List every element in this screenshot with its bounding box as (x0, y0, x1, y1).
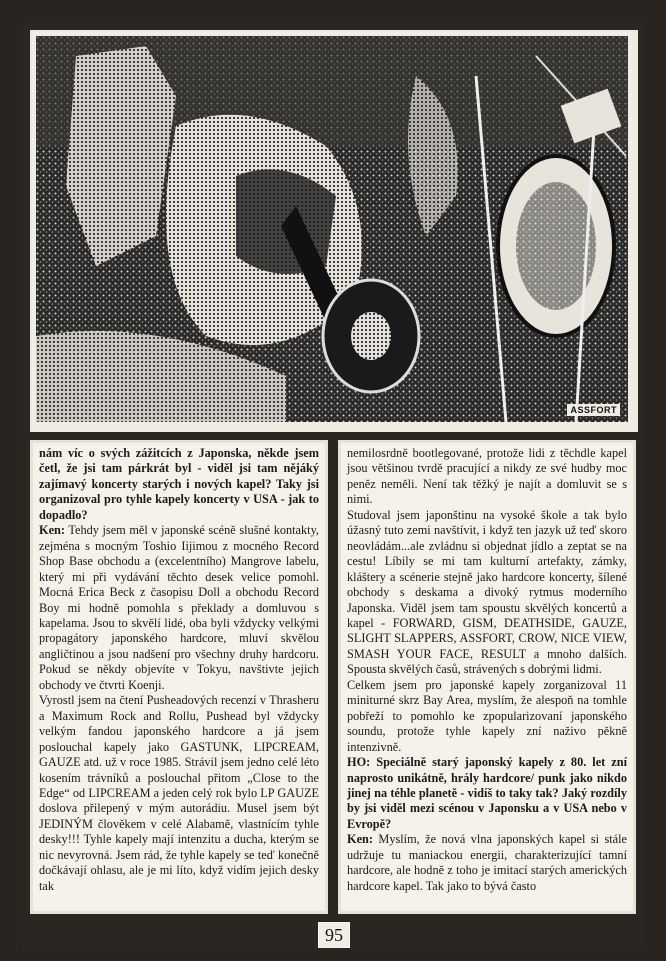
interview-question-2: HO: Speciálně starý japonský kapely z 80. let zní naprosto unikátně, hrály hardcore/ punk jako nikdo jinej na téhle planetě - vidíš to taky tak? Jaký rozdíly by jsi viděl mezi scénou v Japonsku a v USA nebo v Evropě? (347, 755, 627, 831)
concert-photo (36, 36, 628, 422)
right-paragraph-answer (347, 832, 627, 894)
magazine-page (22, 22, 644, 950)
concert-photo-illustration (36, 36, 628, 422)
left-paragraph-question (39, 446, 319, 523)
left-column (30, 440, 328, 914)
answer-text-2: Myslím, že nová vlna japonských kapel si stále udržuje tu maniackou energii, charakterizující tamní hardcore, ale hodně z toho je imitací starých amerických hardcore kapel. Tak jako to bývá často (347, 832, 627, 893)
right-paragraph-2: Studoval jsem japonštinu na vysoké škole a tak bylo úžasný tuto zemi navštívit, i když ten jazyk už teď skoro neovládám...ale zvládnu si objednat jídlo a zeptat se na cestu! Líbily se mi tam kulturní artefakty, zámky, kláštery a scénerie stejně jako hardcore koncerty, šílené obchody s deskama a divoký rytmus moderního Japonska. Viděl jsem tam spoustu skvělých koncertů a kapel - FORWARD, GISM, DEATHSIDE, GAUZE, SLIGHT SLAPPERS, ASSFORT, CROW, NICE VIEW, SMASH YOUR FACE, RESULT a mnoho dalších. Spousta skvělých časů, strávených s dobrými lidmi. (347, 507, 627, 677)
right-paragraph-3: Celkem jsem pro japonské kapely zorganizoval 11 miniturné skrz Bay Area, myslím, že alespoň na tomhle pobřeží to pomohlo ke zpopularizovaní japonského soundu, protože tyhle kapely zní naživo pěkně intenzivně. (347, 677, 627, 754)
answer-text: Tehdy jsem měl v japonské scéně slušné kontakty, zejména s mocným Toshio Iijimou z mocného Record Shop Base obchodu a (excelentního) Mangrove labelu, který mi při vydávání těchto desek velice pomohl. Mocná Erica Beck z časopisu Doll a obchodu Record Boy mi hodně pomohla s překlady a domluvou s kapelama. Jsou to skvělí lidé, oba byli vždycky velkými propagátory japonského hardcore, mluví skvělou angličtinou a jsou nadšení pro všechny druhy hardcoru. Pokud se někdy objevíte v Tokyu, navštivte jejich obchody ve čtvrti Koenji. (39, 523, 319, 692)
photo-frame (30, 30, 638, 432)
speaker-label-2: Ken: (347, 832, 373, 847)
right-column (338, 440, 636, 914)
speaker-label: Ken: (39, 523, 65, 538)
left-paragraph-answer (39, 523, 319, 693)
right-paragraph-1: nemilosrdně bootlegované, protože lidi z těchdle kapel jsou většinou tvrdě pracující a nikdy ze své hudby moc peněz neměli. Není tak těžký je najít a domluvit se s nimi. (347, 446, 627, 507)
photo-credit: ASSFORT (567, 404, 620, 416)
page-number: 95 (318, 922, 350, 948)
left-paragraph-answer-2: Vyrostl jsem na čtení Pusheadových recenzí v Thrasheru a Maximum Rock and Rollu, Pushead byl vždycky velkým fandou japonského hardcore a já jsem poslouchal kapely jako GASTUNK, LIPCREAM, GAUZE atd. už v roce 1985. Strávil jsem jedno celé léto kosením trávníků a poslouchal přitom „Close to the Edge“ od LIPCREAM a jeden celý rok bylo LP GAUZE doslova přilepený v mým autorádiu. Musel jsem být JEDINÝM člověkem v celé Alabamě, vlastnícím tyhle desky!!! Tyhle kapely mají intenzitu a ducha, kterým se nic nevyrovná. Jsem rád, že tyhle kapely se teď konečně dočkávají ohlasu, ale je mi líto, když vidím jejich desky tak (39, 693, 319, 893)
right-paragraph-question (347, 755, 627, 832)
interview-question: nám víc o svých zážitcích z Japonska, někde jsem četl, že jsi tam párkrát byl - viděl jsi tam nějáký zajímavý koncerty starých i nových kapel? Taky jsi organizoval pro tyhle kapely koncerty v USA - jak to dopadlo? (39, 446, 319, 522)
